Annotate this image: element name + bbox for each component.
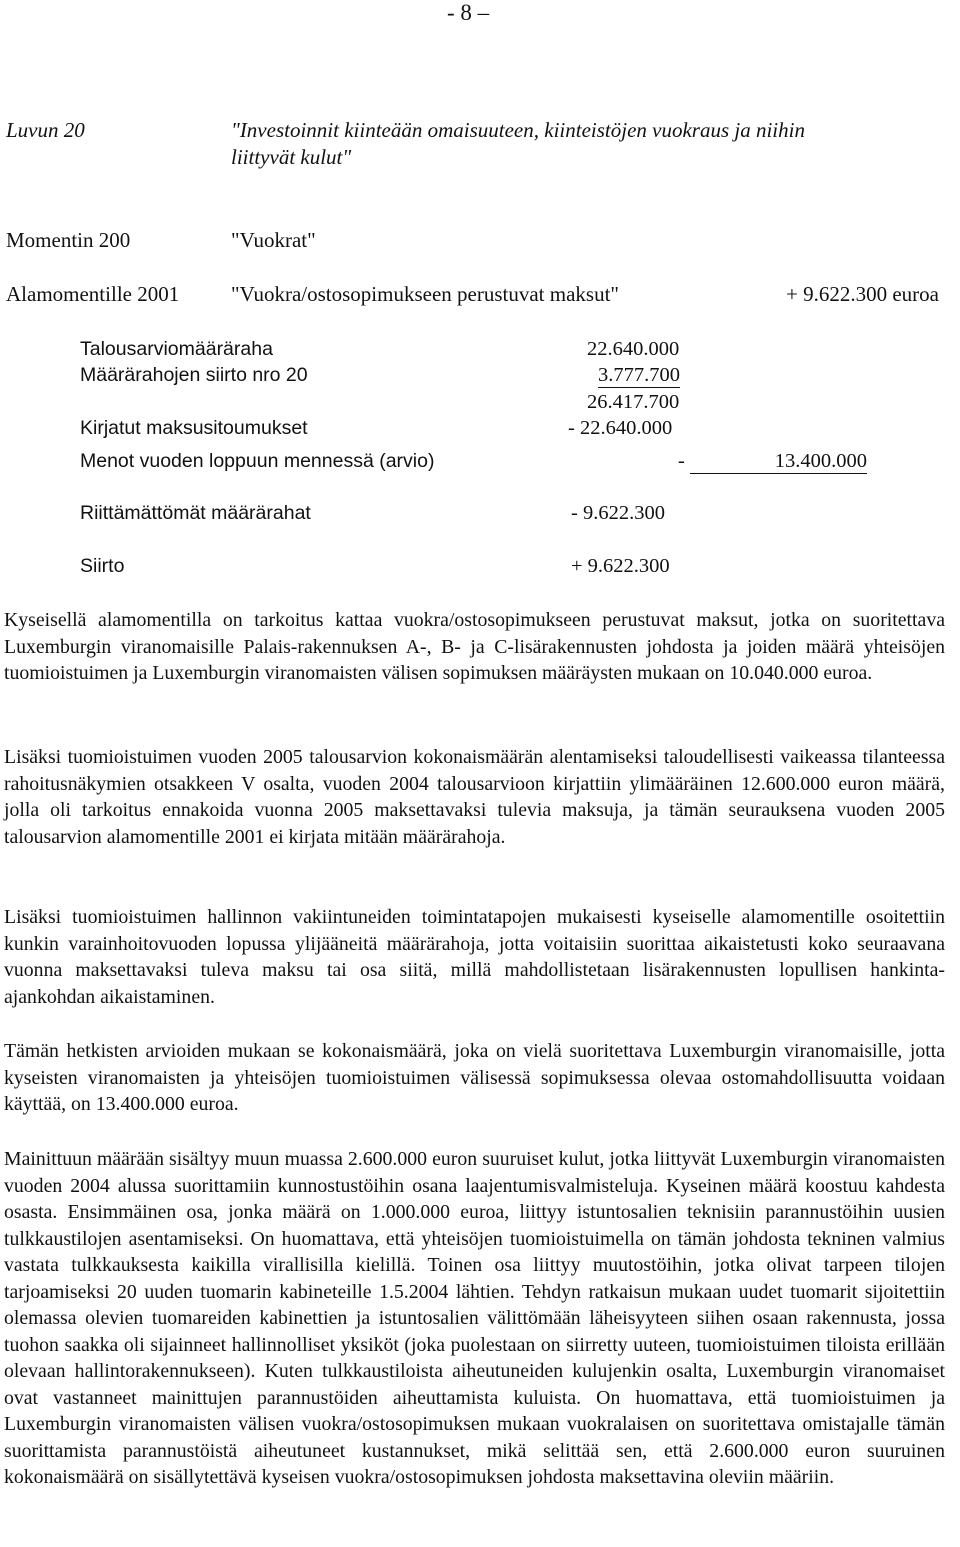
budget-row-label: Menot vuoden loppuun mennessä (arvio) (80, 450, 435, 472)
body-paragraph: Lisäksi tuomioistuimen hallinnon vakiintuneiden toimintatapojen mukaisesti kyseiselle alamomentille osoitettiin kunkin varainhoitovuoden lopussa ylijääneitä määrärahoja, jotta voitaisiin suorittaa aikaistetusti koko seuraavana vuonna maksettavaksi tuleva maksu tai osa siitä, millä mahdollistetaan lisärakennusten lopullisen hankinta-ajankohdan aikaistaminen. (4, 906, 945, 1008)
budget-row-value: 13.400.000 (690, 450, 867, 474)
subitem-label: Alamomentille 2001 (6, 282, 180, 306)
page-number: - 8 – (447, 0, 490, 25)
budget-row-value: - 22.640.000 (568, 417, 673, 439)
chapter-title-line1: "Investoinnit kiinteään omaisuuteen, kiinteistöjen vuokraus ja niihin (231, 118, 805, 142)
budget-row-sign: - (678, 450, 685, 472)
subitem-amount: + 9.622.300 euroa (786, 282, 939, 306)
budget-row-value: - 9.622.300 (571, 502, 665, 524)
body-paragraph: Kyseisellä alamomentilla on tarkoitus kattaa vuokra/ostosopimukseen perustuvat maksut, jotka on suoritettava Luxemburgin viranomaisille Palais-rakennuksen A-, B- ja C-lisärakennusten johdosta ja joiden määrä yhteisöjen tuomioistuimen ja Luxemburgin viranomaisten välisen sopimuksen määräysten mukaan on 10.040.000 euroa. (4, 609, 945, 684)
budget-subtotal: 26.417.700 (587, 391, 680, 413)
budget-row-label: Kirjatut maksusitoumukset (80, 417, 308, 439)
budget-row-value: 22.640.000 (587, 338, 680, 360)
body-paragraph: Tämän hetkisten arvioiden mukaan se kokonaismäärä, joka on vielä suoritettava Luxemburgin viranomaisille, jotta kyseisten viranomaisten ja yhteisöjen tuomioistuimen välisessä sopimuksessa olevaa ostomahdollisuutta voidaan käyttää, on 13.400.000 euroa. (4, 1040, 945, 1115)
body-paragraph: Mainittuun määrään sisältyy muun muassa 2.600.000 euron suuruiset kulut, jotka liittyvät Luxemburgin viranomaisten vuoden 2004 alussa suorittamiin kunnostustöihin osana laajentumisvalmisteluja. Kyseinen määrä koostuu kahdesta osasta. Ensimmäinen osa, jonka määrä on 1.000.000 euroa, liittyy istuntosalien teknisiin parannustöihin uusien tulkkaustilojen asentamiseksi. On huomattava, että yhteisöjen tuomioistuimella on tämän johdosta tekninen valmius vastata tulkkauksesta kaikilla virallisilla kielillä. Toinen osa liittyy muutostöihin, jotka olivat tarpeen tilojen tarjoamiseksi 20 uuden tuomarin kabineteille 1.5.2004 lähtien. Tehdyn ratkaisun mukaan uudet tuomarit sijoitettiin olemassa olevien tuomareiden kabinettien ja istuntosalien välittömään läheisyyteen siihen osaan rakennusta, jossa tuohon saakka oli sijainneet hallinnolliset yksiköt (joka puolestaan on siirretty uuteen, tuomioistuimen tiloista erillään olevaan hallintorakennukseen). Kuten tulkkaustiloista aiheutuneiden kulujenkin osalta, Luxemburgin viranomaiset ovat vastanneet mainittujen parannustöiden aiheuttamista kuluista. On huomattava, että tuomioistuimen ja Luxemburgin viranomaisten välisen vuokra/ostosopimuksen mukaan vuokralaisen on suoritettava omistajalle tämän suorittamista parannustöistä aiheutuneet kustannukset, mikä selittää sen, että 2.600.000 euron suuruinen kokonaismäärä on sisällytettävä kyseisen vuokra/ostosopimuksen johdosta maksettavina oleviin määriin. (4, 1148, 945, 1488)
item-title: "Vuokrat" (231, 228, 316, 252)
budget-row-value: + 9.622.300 (571, 555, 670, 577)
item-label: Momentin 200 (6, 228, 131, 252)
budget-row-label: Talousarviomääräraha (80, 338, 273, 360)
budget-row-label: Siirto (80, 555, 125, 577)
budget-row-label: Määrärahojen siirto nro 20 (80, 364, 308, 386)
subitem-title: "Vuokra/ostosopimukseen perustuvat maksut" (231, 282, 619, 306)
body-paragraph: Lisäksi tuomioistuimen vuoden 2005 talousarvion kokonaismäärän alentamiseksi taloudellisesti vaikeassa tilanteessa rahoitusnäkymien otsakkeen V osalta, vuoden 2004 talousarvioon kirjattiin ylimääräinen 12.600.000 euron määrä, jolla oli tarkoitus ennakoida vuonna 2005 maksettavaksi tulevia maksuja, ja tämän seurauksena vuoden 2005 talousarvion alamomentille 2001 ei kirjata mitään määrärahoja. (4, 746, 945, 848)
budget-row-label: Riittämättömät määrärahat (80, 502, 311, 524)
budget-row-value: 3.777.700 (598, 364, 680, 386)
chapter-title-line2: liittyvät kulut" (231, 145, 352, 169)
chapter-label: Luvun 20 (6, 118, 85, 142)
